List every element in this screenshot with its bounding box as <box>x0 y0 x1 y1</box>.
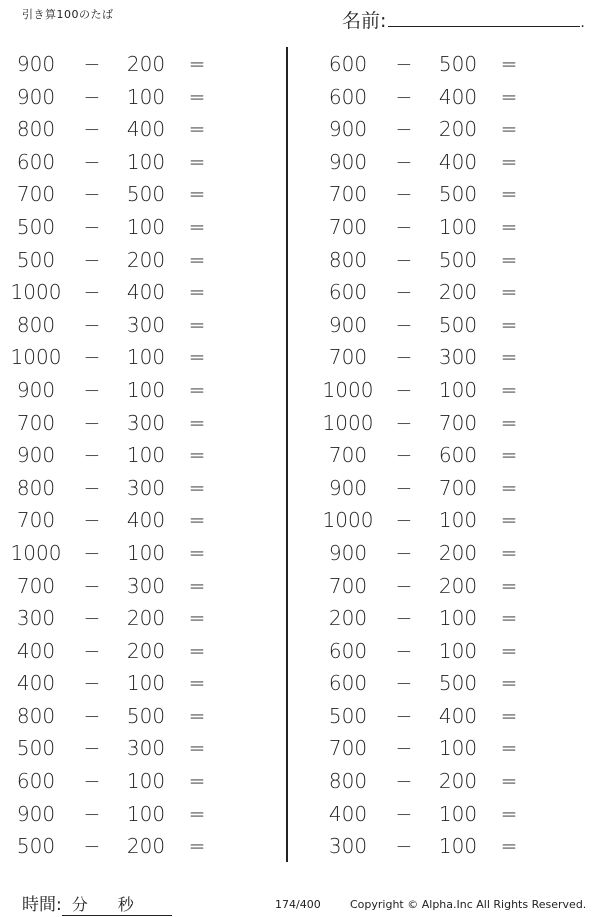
subtrahend: 100 <box>438 801 478 826</box>
minuend: 800 <box>16 117 56 142</box>
problem-row <box>8 48 248 81</box>
minuend: 600 <box>328 671 368 696</box>
minuend: 600 <box>328 52 368 76</box>
minuend: 900 <box>328 312 368 337</box>
subtrahend: 200 <box>126 247 166 272</box>
time-blank-line <box>62 892 172 916</box>
subtrahend: 300 <box>126 410 166 435</box>
equals-sign: = <box>500 52 518 76</box>
subtrahend: 100 <box>438 638 478 663</box>
problem-row <box>8 178 248 211</box>
problem-row <box>320 81 560 114</box>
minus-sign: − <box>395 801 413 826</box>
subtrahend: 100 <box>438 377 478 402</box>
minuend: 1000 <box>10 540 62 565</box>
problem-row <box>320 830 560 863</box>
subtrahend: 100 <box>126 443 166 468</box>
equals-sign: = <box>188 312 206 337</box>
minuend: 700 <box>328 182 368 207</box>
equals-sign: = <box>188 280 206 305</box>
problem-row <box>8 341 248 374</box>
name-field <box>342 6 585 33</box>
minuend: 900 <box>16 801 56 826</box>
equals-sign: = <box>500 638 518 663</box>
minuend: 500 <box>328 703 368 728</box>
minuend: 800 <box>328 769 368 794</box>
equals-sign: = <box>500 769 518 794</box>
subtrahend: 100 <box>126 671 166 696</box>
minus-sign: − <box>395 703 413 728</box>
minus-sign: − <box>83 475 101 500</box>
minuend: 300 <box>16 606 56 631</box>
equals-sign: = <box>500 182 518 207</box>
problem-row <box>320 178 560 211</box>
problem-row <box>8 439 248 472</box>
problem-row <box>8 570 248 603</box>
copyright-notice: Copyright © Alpha.Inc All Rights Reserved. <box>350 898 587 911</box>
minuend: 800 <box>16 475 56 500</box>
subtrahend: 200 <box>126 834 166 859</box>
equals-sign: = <box>188 214 206 239</box>
problem-row <box>320 113 560 146</box>
equals-sign: = <box>500 117 518 142</box>
minus-sign: − <box>83 280 101 305</box>
problem-row <box>8 700 248 733</box>
problem-row <box>320 276 560 309</box>
equals-sign: = <box>500 834 518 859</box>
subtrahend: 100 <box>438 834 478 859</box>
equals-sign: = <box>188 606 206 631</box>
minuend: 700 <box>328 736 368 761</box>
minutes-label: 分 <box>71 895 88 914</box>
equals-sign: = <box>500 475 518 500</box>
minuend: 400 <box>16 638 56 663</box>
minuend: 600 <box>16 769 56 794</box>
equals-sign: = <box>188 117 206 142</box>
minus-sign: − <box>83 671 101 696</box>
subtrahend: 100 <box>438 214 478 239</box>
problem-row <box>320 732 560 765</box>
problem-row <box>320 635 560 668</box>
subtrahend: 400 <box>126 280 166 305</box>
minus-sign: − <box>395 280 413 305</box>
equals-sign: = <box>188 443 206 468</box>
minus-sign: − <box>83 606 101 631</box>
minus-sign: − <box>395 312 413 337</box>
minuend: 300 <box>328 834 368 859</box>
subtrahend: 200 <box>438 540 478 565</box>
problem-row <box>320 146 560 179</box>
name-end-dot: . <box>580 15 585 31</box>
equals-sign: = <box>500 84 518 109</box>
equals-sign: = <box>500 443 518 468</box>
minus-sign: − <box>83 410 101 435</box>
subtrahend: 300 <box>126 573 166 598</box>
minus-sign: − <box>83 149 101 174</box>
problem-row <box>8 798 248 831</box>
problem-row <box>8 276 248 309</box>
subtrahend: 200 <box>126 606 166 631</box>
problem-row <box>320 537 560 570</box>
minus-sign: − <box>395 508 413 533</box>
equals-sign: = <box>188 801 206 826</box>
subtrahend: 300 <box>126 475 166 500</box>
subtrahend: 100 <box>126 149 166 174</box>
subtrahend: 400 <box>438 703 478 728</box>
equals-sign: = <box>188 769 206 794</box>
minus-sign: − <box>395 410 413 435</box>
minuend: 900 <box>16 52 56 76</box>
equals-sign: = <box>500 573 518 598</box>
subtrahend: 100 <box>126 84 166 109</box>
problem-row <box>320 48 560 81</box>
minuend: 700 <box>16 410 56 435</box>
equals-sign: = <box>500 508 518 533</box>
minuend: 500 <box>16 214 56 239</box>
equals-sign: = <box>188 247 206 272</box>
problem-row <box>320 570 560 603</box>
subtrahend: 300 <box>126 736 166 761</box>
minus-sign: − <box>83 769 101 794</box>
problem-row <box>8 211 248 244</box>
problem-row <box>320 602 560 635</box>
problem-row <box>8 472 248 505</box>
minuend: 1000 <box>322 508 374 533</box>
minuend: 900 <box>16 377 56 402</box>
problem-row <box>320 667 560 700</box>
problem-row <box>320 374 560 407</box>
problem-row <box>8 146 248 179</box>
equals-sign: = <box>188 149 206 174</box>
minuend: 500 <box>16 834 56 859</box>
minuend: 400 <box>328 801 368 826</box>
equals-sign: = <box>188 475 206 500</box>
problem-row <box>320 472 560 505</box>
minus-sign: − <box>83 801 101 826</box>
problem-row <box>8 113 248 146</box>
equals-sign: = <box>500 214 518 239</box>
problem-row <box>8 667 248 700</box>
minuend: 700 <box>16 573 56 598</box>
minus-sign: − <box>395 52 413 76</box>
equals-sign: = <box>188 834 206 859</box>
subtrahend: 100 <box>126 377 166 402</box>
problem-row <box>320 439 560 472</box>
subtrahend: 300 <box>438 345 478 370</box>
problem-row <box>320 407 560 440</box>
equals-sign: = <box>500 149 518 174</box>
problem-column-left <box>8 48 248 863</box>
minuend: 1000 <box>322 410 374 435</box>
minus-sign: − <box>395 345 413 370</box>
subtrahend: 500 <box>438 247 478 272</box>
minuend: 500 <box>16 247 56 272</box>
minuend: 900 <box>328 149 368 174</box>
equals-sign: = <box>500 312 518 337</box>
subtrahend: 500 <box>438 182 478 207</box>
problem-row <box>8 765 248 798</box>
equals-sign: = <box>500 671 518 696</box>
minus-sign: − <box>395 247 413 272</box>
subtrahend: 100 <box>126 769 166 794</box>
subtrahend: 100 <box>126 801 166 826</box>
problem-row <box>8 635 248 668</box>
minus-sign: − <box>395 671 413 696</box>
equals-sign: = <box>500 606 518 631</box>
problem-row <box>8 407 248 440</box>
minuend: 1000 <box>322 377 374 402</box>
problem-row <box>320 504 560 537</box>
subtrahend: 200 <box>438 769 478 794</box>
minus-sign: − <box>395 214 413 239</box>
equals-sign: = <box>500 703 518 728</box>
problem-row <box>8 504 248 537</box>
minuend: 800 <box>328 247 368 272</box>
minus-sign: − <box>83 377 101 402</box>
minus-sign: − <box>83 540 101 565</box>
minuend: 900 <box>16 443 56 468</box>
name-label: 名前: <box>342 10 387 32</box>
problem-row <box>8 732 248 765</box>
minuend: 700 <box>328 345 368 370</box>
minuend: 600 <box>16 149 56 174</box>
minuend: 700 <box>328 214 368 239</box>
subtrahend: 200 <box>126 638 166 663</box>
problem-row <box>320 341 560 374</box>
equals-sign: = <box>188 573 206 598</box>
minus-sign: − <box>395 182 413 207</box>
subtrahend: 200 <box>126 52 166 76</box>
problem-row <box>8 309 248 342</box>
minuend: 700 <box>328 443 368 468</box>
problem-row <box>8 830 248 863</box>
equals-sign: = <box>188 736 206 761</box>
equals-sign: = <box>500 801 518 826</box>
minus-sign: − <box>83 703 101 728</box>
problem-column-right <box>320 48 560 863</box>
subtrahend: 700 <box>438 410 478 435</box>
equals-sign: = <box>500 377 518 402</box>
subtrahend: 500 <box>126 182 166 207</box>
problem-row <box>320 309 560 342</box>
subtrahend: 100 <box>126 345 166 370</box>
minuend: 800 <box>16 312 56 337</box>
subtrahend: 100 <box>438 508 478 533</box>
minus-sign: − <box>83 736 101 761</box>
minus-sign: − <box>83 345 101 370</box>
minuend: 700 <box>16 508 56 533</box>
equals-sign: = <box>188 182 206 207</box>
minuend: 1000 <box>10 280 62 305</box>
minus-sign: − <box>83 214 101 239</box>
minus-sign: − <box>83 182 101 207</box>
minus-sign: − <box>395 443 413 468</box>
subtrahend: 400 <box>126 117 166 142</box>
equals-sign: = <box>188 540 206 565</box>
time-field <box>22 890 172 916</box>
minus-sign: − <box>83 117 101 142</box>
minus-sign: − <box>83 247 101 272</box>
problem-row <box>320 700 560 733</box>
minus-sign: − <box>395 377 413 402</box>
minuend: 900 <box>16 84 56 109</box>
worksheet-title: 引き算100のたば <box>22 8 114 21</box>
minuend: 500 <box>16 736 56 761</box>
minus-sign: − <box>83 638 101 663</box>
subtrahend: 300 <box>126 312 166 337</box>
equals-sign: = <box>188 638 206 663</box>
name-blank-line <box>388 8 580 27</box>
minuend: 600 <box>328 84 368 109</box>
subtrahend: 200 <box>438 117 478 142</box>
minus-sign: − <box>395 84 413 109</box>
equals-sign: = <box>188 508 206 533</box>
subtrahend: 200 <box>438 573 478 598</box>
equals-sign: = <box>188 671 206 696</box>
minus-sign: − <box>83 84 101 109</box>
subtrahend: 400 <box>438 149 478 174</box>
minus-sign: − <box>83 312 101 337</box>
minus-sign: − <box>83 508 101 533</box>
problem-row <box>8 244 248 277</box>
minus-sign: − <box>395 606 413 631</box>
minus-sign: − <box>395 834 413 859</box>
equals-sign: = <box>188 377 206 402</box>
minus-sign: − <box>395 149 413 174</box>
minus-sign: − <box>83 52 101 76</box>
problem-row <box>320 211 560 244</box>
time-label: 時間: <box>22 895 62 915</box>
equals-sign: = <box>500 736 518 761</box>
equals-sign: = <box>500 345 518 370</box>
minus-sign: − <box>395 638 413 663</box>
minuend: 900 <box>328 117 368 142</box>
equals-sign: = <box>188 410 206 435</box>
minus-sign: − <box>395 736 413 761</box>
equals-sign: = <box>500 540 518 565</box>
minus-sign: − <box>395 573 413 598</box>
equals-sign: = <box>188 703 206 728</box>
subtrahend: 500 <box>438 312 478 337</box>
subtrahend: 700 <box>438 475 478 500</box>
minuend: 600 <box>328 638 368 663</box>
subtrahend: 100 <box>126 214 166 239</box>
minuend: 1000 <box>10 345 62 370</box>
minuend: 900 <box>328 540 368 565</box>
equals-sign: = <box>188 345 206 370</box>
minus-sign: − <box>395 769 413 794</box>
minus-sign: − <box>395 540 413 565</box>
subtrahend: 100 <box>126 540 166 565</box>
minus-sign: − <box>395 475 413 500</box>
problem-row <box>8 81 248 114</box>
minuend: 400 <box>16 671 56 696</box>
subtrahend: 600 <box>438 443 478 468</box>
subtrahend: 200 <box>438 280 478 305</box>
minus-sign: − <box>83 443 101 468</box>
minuend: 200 <box>328 606 368 631</box>
subtrahend: 100 <box>438 736 478 761</box>
column-divider <box>286 47 288 862</box>
subtrahend: 100 <box>438 606 478 631</box>
minus-sign: − <box>83 834 101 859</box>
equals-sign: = <box>500 410 518 435</box>
page-number: 174/400 <box>275 898 321 911</box>
equals-sign: = <box>500 247 518 272</box>
subtrahend: 400 <box>438 84 478 109</box>
subtrahend: 400 <box>126 508 166 533</box>
problem-row <box>8 602 248 635</box>
minuend: 900 <box>328 475 368 500</box>
subtrahend: 500 <box>438 52 478 76</box>
problem-row <box>320 798 560 831</box>
equals-sign: = <box>188 84 206 109</box>
minuend: 600 <box>328 280 368 305</box>
subtrahend: 500 <box>438 671 478 696</box>
minuend: 700 <box>16 182 56 207</box>
problem-row <box>320 765 560 798</box>
minuend: 800 <box>16 703 56 728</box>
minus-sign: − <box>83 573 101 598</box>
equals-sign: = <box>500 280 518 305</box>
seconds-label: 秒 <box>117 895 134 914</box>
minus-sign: − <box>395 117 413 142</box>
problem-row <box>8 374 248 407</box>
minuend: 700 <box>328 573 368 598</box>
problem-row <box>8 537 248 570</box>
problem-row <box>320 244 560 277</box>
equals-sign: = <box>188 52 206 76</box>
subtrahend: 500 <box>126 703 166 728</box>
